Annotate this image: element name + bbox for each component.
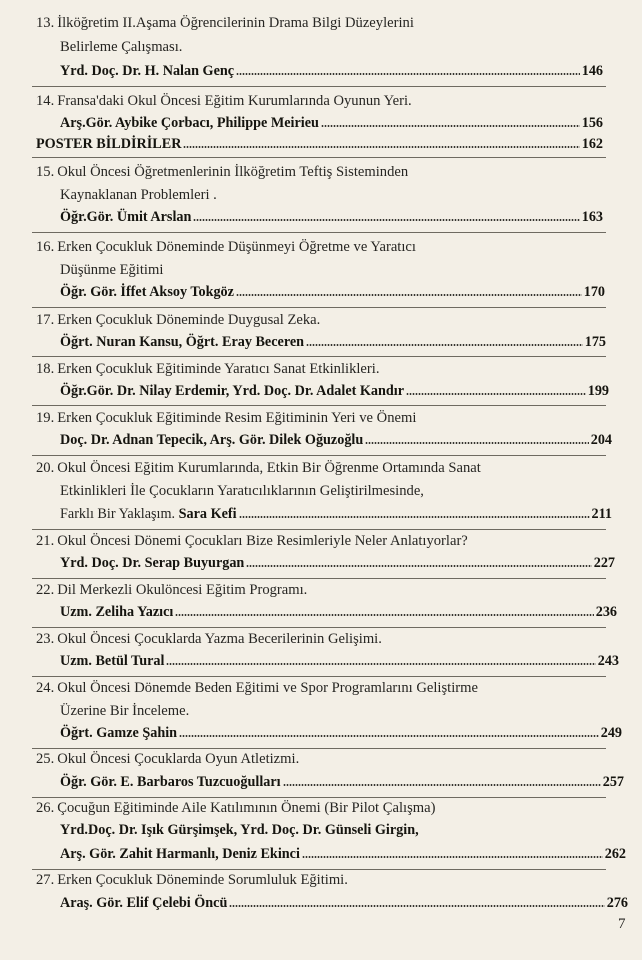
divider <box>32 232 606 233</box>
entry-title-line: Belirleme Çalışması. <box>60 39 183 55</box>
dot-leader <box>302 855 603 859</box>
entry-authors: Arş.Gör. Aybike Çorbacı, Philippe Meirieu <box>60 115 319 131</box>
entry-page-number: 257 <box>602 774 624 790</box>
entry-author-line <box>60 62 603 80</box>
dot-leader <box>239 515 590 519</box>
entry-authors: Yrd.Doç. Dr. Işık Gürşimşek, Yrd. Doç. Dr. Günseli Girgin, <box>60 822 419 838</box>
entry-title-line: 25. Okul Öncesi Çocuklarda Oyun Atletizmi. <box>36 751 300 767</box>
divider <box>32 676 606 677</box>
entry-page-number: 163 <box>581 209 603 225</box>
divider <box>32 578 606 579</box>
entry-page-number: 156 <box>581 115 603 131</box>
entry-title-line: 16. Erken Çocukluk Döneminde Düşünmeyi Öğretme ve Yaratıcı <box>36 239 416 255</box>
entry-title-line: Düşünme Eğitimi <box>60 262 164 278</box>
entry-number: 14. <box>36 93 55 109</box>
divider <box>32 748 606 749</box>
divider <box>32 307 606 308</box>
entry-authors: Öğr.Gör. Ümit Arslan <box>60 209 192 225</box>
divider <box>32 627 606 628</box>
entry-authors: Öğr. Gör. İffet Aksoy Tokgöz <box>60 284 234 300</box>
dot-leader <box>229 904 604 908</box>
dot-leader <box>246 564 591 568</box>
entry-author-line <box>60 431 612 449</box>
divider <box>32 405 606 406</box>
entry-authors: Sara Kefi <box>178 506 237 522</box>
entry-authors: Uzm. Betül Tural <box>60 653 165 669</box>
entry-author-line <box>60 652 619 670</box>
entry-page-number: 243 <box>597 653 619 669</box>
dot-leader <box>193 218 579 222</box>
entry-title-line: 18. Erken Çocukluk Eğitiminde Yaratıcı Sanat Etkinlikleri. <box>36 361 380 377</box>
entry-title-line: Kaynaklanan Problemleri . <box>60 187 217 203</box>
entry-author-line <box>60 845 626 863</box>
entry-authors: Öğrt. Gamze Şahin <box>60 725 178 741</box>
entry-authors: Öğr. Gör. E. Barbaros Tuzcuoğulları <box>60 774 281 790</box>
entry-author-line <box>60 894 628 912</box>
entry-title-line: 15. Okul Öncesi Öğretmenlerinin İlköğretim Teftiş Sisteminden <box>36 164 409 180</box>
entry-author-line <box>60 114 603 132</box>
entry-authors: Öğrt. Nuran Kansu, Öğrt. Eray Beceren <box>60 334 305 350</box>
dot-leader <box>175 613 593 617</box>
dot-leader <box>236 72 580 76</box>
dot-leader <box>236 293 582 297</box>
entry-title-line: Farklı Bir Yaklaşım. <box>60 506 176 522</box>
entry-page-number: 262 <box>604 846 626 862</box>
entry-page-number: 146 <box>581 63 603 79</box>
entry-author-line <box>60 505 612 523</box>
entry-authors: Öğr.Gör. Dr. Nilay Erdemir, Yrd. Doç. Dr. Adalet Kandır <box>60 383 405 399</box>
entry-authors: Doç. Dr. Adnan Tepecik, Arş. Gör. Dilek Oğuzoğlu <box>60 432 364 448</box>
dot-leader <box>283 783 601 787</box>
dot-leader <box>183 145 579 149</box>
entry-page-number: 170 <box>583 284 605 300</box>
entry-title-line: 26. Çocuğun Eğitiminde Aile Katılımının Önemi (Bir Pilot Çalışma) <box>36 800 436 816</box>
section-heading-label: POSTER BİLDİRİLER <box>36 136 182 152</box>
entry-title-line: 20. Okul Öncesi Eğitim Kurumlarında, Etkin Bir Öğrenme Ortamında Sanat <box>36 460 481 476</box>
divider <box>32 356 606 357</box>
dot-leader <box>179 734 599 738</box>
divider <box>32 869 606 870</box>
entry-title-line: 19. Erken Çocukluk Eğitiminde Resim Eğitiminin Yeri ve Önemi <box>36 410 417 426</box>
entry-page-number: 175 <box>584 334 606 350</box>
entry-title-line: 21. Okul Öncesi Dönemi Çocukları Bize Resimleriyle Neler Anlatıyorlar? <box>36 533 468 549</box>
dot-leader <box>306 343 583 347</box>
entry-number: 16. <box>36 239 55 255</box>
entry-page-number: 199 <box>587 383 609 399</box>
entry-number: 19. <box>36 410 55 426</box>
entry-author-line <box>60 208 603 226</box>
entry-title-line: 14. Fransa'daki Okul Öncesi Eğitim Kurumlarında Oyunun Yeri. <box>36 93 412 109</box>
entry-number: 25. <box>36 751 55 767</box>
entry-number: 21. <box>36 533 55 549</box>
entry-number: 22. <box>36 582 55 598</box>
entry-authors: Yrd. Doç. Dr. Serap Buyurgan <box>60 555 245 571</box>
entry-title-line: 17. Erken Çocukluk Döneminde Duygusal Zeka. <box>36 312 321 328</box>
entry-number: 27. <box>36 872 55 888</box>
entry-title-line: 22. Dil Merkezli Okulöncesi Eğitim Programı. <box>36 582 308 598</box>
entry-authors: Araş. Gör. Elif Çelebi Öncü <box>60 895 228 911</box>
entry-page-number: 211 <box>591 506 612 522</box>
section-heading-poster <box>36 135 603 153</box>
section-heading-page: 162 <box>581 136 603 152</box>
entry-number: 24. <box>36 680 55 696</box>
entry-title-line: Etkinlikleri İle Çocukların Yaratıcılıklarının Geliştirilmesinde, <box>60 483 424 499</box>
entry-number: 15. <box>36 164 55 180</box>
entry-authors: Arş. Gör. Zahit Harmanlı, Deniz Ekinci <box>60 846 300 862</box>
dot-leader <box>321 124 580 128</box>
dot-leader <box>406 392 586 396</box>
entry-page-number: 276 <box>606 895 628 911</box>
entry-title-line: 24. Okul Öncesi Dönemde Beden Eğitimi ve Spor Programlarını Geliştirme <box>36 680 478 696</box>
entry-author-line <box>60 724 622 742</box>
divider <box>32 529 606 530</box>
entry-number: 17. <box>36 312 55 328</box>
entry-number: 13. <box>36 15 55 31</box>
divider <box>32 797 606 798</box>
entry-title-line: 13. İlköğretim II.Aşama Öğrencilerinin Drama Bilgi Düzeylerini <box>36 15 414 31</box>
entry-page-number: 204 <box>590 432 612 448</box>
entry-number: 20. <box>36 460 55 476</box>
entry-author-line <box>60 603 617 621</box>
divider <box>32 455 606 456</box>
divider <box>32 86 606 87</box>
entry-author-line <box>60 773 624 791</box>
entry-title-line: Üzerine Bir İnceleme. <box>60 703 190 719</box>
entry-title-line: 27. Erken Çocukluk Döneminde Sorumluluk Eğitimi. <box>36 872 348 888</box>
entry-authors: Uzm. Zeliha Yazıcı <box>60 604 174 620</box>
entry-number: 23. <box>36 631 55 647</box>
entry-author-line <box>60 821 626 839</box>
entry-page-number: 249 <box>600 725 622 741</box>
entry-author-line <box>60 382 609 400</box>
entry-page-number: 227 <box>593 555 615 571</box>
entry-author-line <box>60 283 605 301</box>
entry-author-line <box>60 554 615 572</box>
entry-number: 26. <box>36 800 55 816</box>
entry-number: 18. <box>36 361 55 377</box>
entry-authors: Yrd. Doç. Dr. H. Nalan Genç <box>60 63 235 79</box>
dot-leader <box>166 662 595 666</box>
entry-author-line <box>60 333 606 351</box>
entry-page-number: 236 <box>595 604 617 620</box>
page-number: 7 <box>618 916 626 932</box>
entry-title-line: 23. Okul Öncesi Çocuklarda Yazma Becerilerinin Gelişimi. <box>36 631 382 647</box>
divider <box>32 157 606 158</box>
dot-leader <box>365 441 588 445</box>
